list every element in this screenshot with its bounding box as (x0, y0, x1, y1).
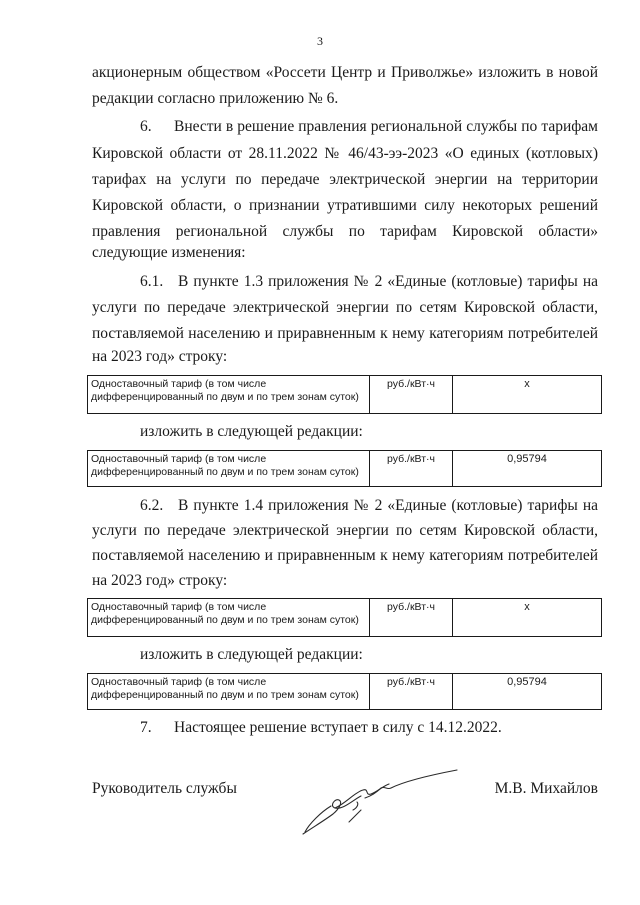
item-6-line-3: тарифах на услуги по передаче электрической энергии на территории (92, 171, 598, 188)
item-6-2-line-2: услуги по передаче электрической энергии по сетям Кировской области, (92, 522, 598, 539)
item-6-2-line-1 (140, 496, 598, 516)
row-description-line-2: дифференцированный по двум и по трем зонам суток) (91, 614, 359, 626)
new-edition-label-1: изложить в следующей редакции: (140, 423, 363, 440)
item-7-line (140, 718, 598, 738)
row-unit: руб./кВт·ч (370, 599, 453, 637)
item-6-line-4: Кировской области, о признании утратившими силу некоторых решений (92, 197, 598, 214)
item-6-1-text-1: В пункте 1.3 приложения № 2 «Единые (котловые) тарифы на (178, 273, 598, 290)
tariff-table-new-2 (87, 673, 602, 710)
handwritten-signature (295, 762, 465, 842)
table-row (88, 451, 602, 487)
table-row (88, 674, 602, 710)
item-6-2-text-1: В пункте 1.4 приложения № 2 «Единые (котловые) тарифы на (178, 497, 598, 514)
row-description (88, 674, 370, 710)
item-6-1-number: 6.1. (140, 273, 164, 290)
item-6-line-1 (140, 117, 598, 137)
tariff-table-new-1 (87, 450, 602, 487)
item-7-text: Настоящее решение вступает в силу с 14.12.2022. (174, 719, 502, 736)
row-description (88, 451, 370, 487)
row-description-line-1: Одноставочный тариф (в том числе (91, 601, 267, 613)
row-description (88, 376, 370, 414)
row-description-line-1: Одноставочный тариф (в том числе (91, 378, 267, 390)
tariff-table-old-1 (87, 375, 602, 414)
item-6-2-line-3: поставляемой населению и приравненным к нему категориям потребителей (92, 547, 598, 564)
intro-line-1: акционерным обществом «Россети Центр и Приволжье» изложить в новой (92, 64, 598, 81)
item-6-1-line-1 (140, 272, 598, 292)
row-unit: руб./кВт·ч (370, 376, 453, 414)
tariff-table-old-2 (87, 598, 602, 637)
new-edition-label-2: изложить в следующей редакции: (140, 646, 363, 663)
item-6-2-number: 6.2. (140, 497, 164, 514)
row-unit: руб./кВт·ч (370, 451, 453, 487)
row-value: х (453, 599, 602, 637)
row-value: 0,95794 (453, 451, 602, 487)
table-row (88, 376, 602, 414)
table-row (88, 599, 602, 637)
item-6-line-6: следующие изменения: (92, 244, 246, 261)
item-7-number: 7. (140, 719, 152, 736)
row-description-line-2: дифференцированный по двум и по трем зонам суток) (91, 391, 359, 403)
item-6-1-line-3: поставляемой населению и приравненным к нему категориям потребителей (92, 325, 598, 342)
row-description-line-2: дифференцированный по двум и по трем зонам суток) (91, 466, 359, 478)
item-6-text-1: Внести в решение правления региональной службы по тарифам (174, 118, 598, 135)
item-6-number: 6. (140, 118, 152, 135)
signatory-position: Руководитель службы (92, 780, 237, 797)
row-description-line-1: Одноставочный тариф (в том числе (91, 453, 267, 465)
item-6-2-line-4: на 2023 год» строку: (92, 572, 228, 589)
row-description (88, 599, 370, 637)
row-description-line-1: Одноставочный тариф (в том числе (91, 676, 267, 688)
item-6-line-2: Кировской области от 28.11.2022 № 46/43-ээ-2023 «О единых (котловых) (92, 145, 598, 162)
item-6-1-line-4: на 2023 год» строку: (92, 348, 228, 365)
item-6-line-5: правления региональной службы по тарифам Кировской области» (92, 223, 598, 240)
page-number: 3 (317, 34, 323, 48)
row-value: х (453, 376, 602, 414)
signatory-name: М.В. Михайлов (494, 780, 598, 797)
row-description-line-2: дифференцированный по двум и по трем зонам суток) (91, 689, 359, 701)
row-value: 0,95794 (453, 674, 602, 710)
item-6-1-line-2: услуги по передаче электрической энергии по сетям Кировской области, (92, 299, 598, 316)
row-unit: руб./кВт·ч (370, 674, 453, 710)
intro-line-2: редакции согласно приложению № 6. (92, 90, 339, 107)
